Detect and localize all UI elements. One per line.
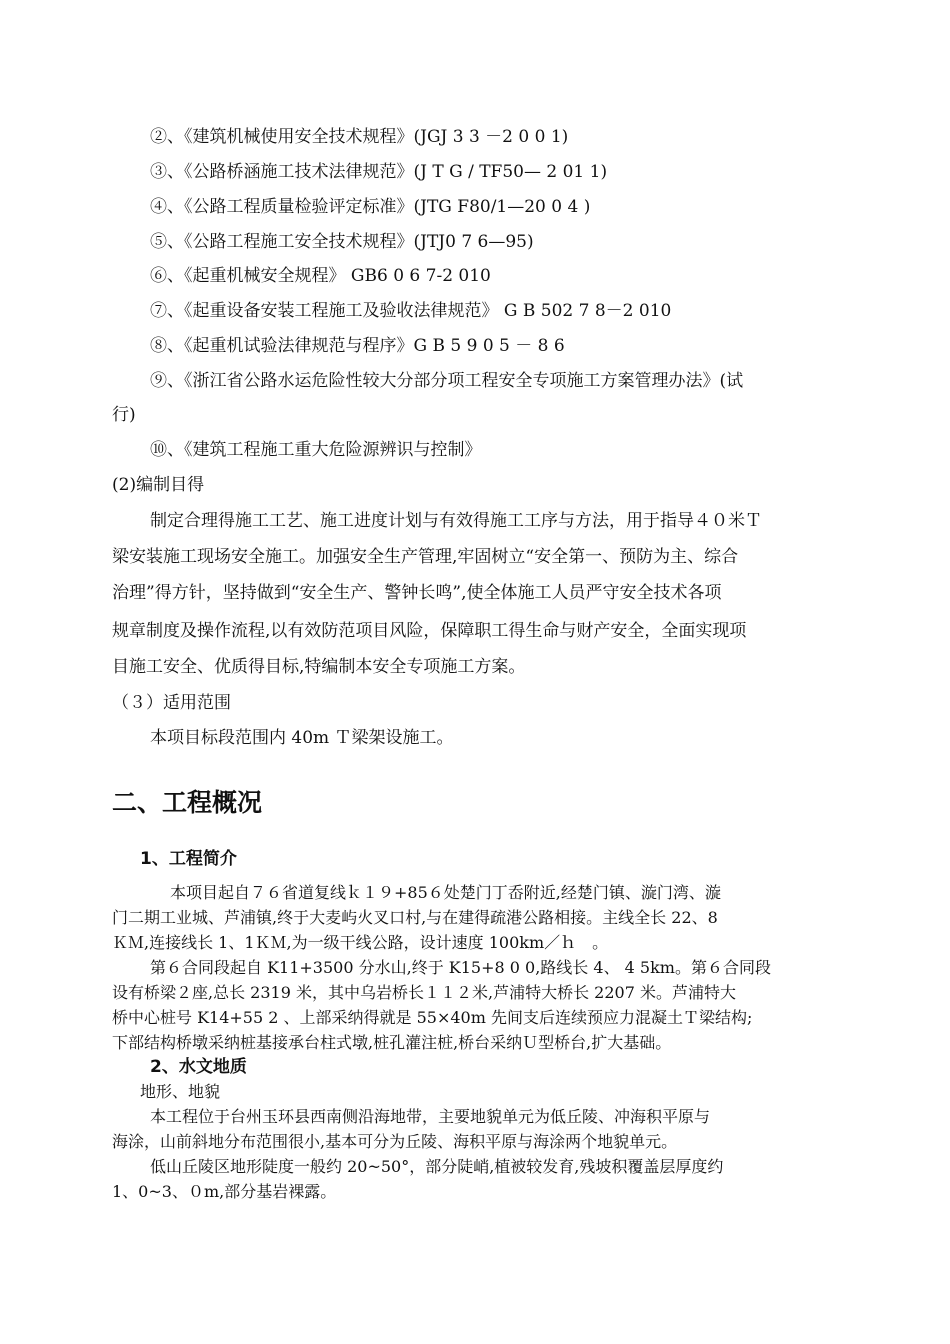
intro-line: 第６合同段起自 K11+3500 分水山,终于 K15+8 0 0,路线长 4、 4 5km。第６合同段 <box>150 958 771 977</box>
intro-line: 设有桥梁２座,总长 2319 米，其中乌岩桥长１１２米,芦浦特大桥长 2207 米。芦浦特大 <box>112 983 736 1002</box>
purpose-line: 梁安装施工现场安全施工。加强安全生产管理,牢固树立“安全第一、预防为主、综合 <box>112 547 739 567</box>
intro-line: 下部结构桥墩采纳桩基接承台柱式墩,桩孔灌注桩,桥台采纳Ｕ型桥台,扩大基础。 <box>112 1033 672 1052</box>
purpose-line: 制定合理得施工工艺、施工进度计划与有效得施工工序与方法，用于指导４０米Ｔ <box>150 511 762 531</box>
geology-line: 本工程位于台州玉环县西南侧沿海地带，主要地貌单元为低丘陵、冲海积平原与 <box>150 1107 711 1126</box>
reference-item: ③、《公路桥涵施工技术法律规范》(J T G / TF50— 2 01 1) <box>150 162 608 182</box>
reference-item-continuation: 行) <box>112 405 136 425</box>
purpose-line: 规章制度及操作流程,以有效防范项目风险，保障职工得生命与财产安全，全面实现项 <box>112 621 747 641</box>
intro-line: 门二期工业城、芦浦镇,终于大麦屿火叉口村,与在建得疏港公路相接。主线全长 22、8 <box>112 908 718 927</box>
subsection-heading-geology: 2、水文地质 <box>150 1057 247 1077</box>
geology-line: 海涂，山前斜地分布范围很小,基本可分为丘陵、海积平原与海涂两个地貌单元。 <box>112 1132 678 1151</box>
reference-item: ⑩、《建筑工程施工重大危险源辨识与控制》 <box>150 440 482 460</box>
geology-subheading: 地形、地貌 <box>140 1082 221 1101</box>
intro-line: ＫＭ,连接线长 1、1ＫＭ,为一级干线公路，设计速度 100km／ｈ 。 <box>112 933 609 952</box>
reference-item: ⑨、《浙江省公路水运危险性较大分部分项工程安全专项施工方案管理办法》(试 <box>150 371 744 391</box>
purpose-heading: (2)编制目得 <box>112 475 205 495</box>
purpose-line: 治理”得方针，坚持做到“安全生产、警钟长鸣”,使全体施工人员严守安全技术各项 <box>112 583 722 603</box>
purpose-line: 目施工安全、优质得目标,特编制本安全专项施工方案。 <box>112 657 526 677</box>
geology-line: 1、0~3、０m,部分基岩裸露。 <box>112 1182 337 1201</box>
scope-text: 本项目标段范围内 40m Ｔ梁架设施工。 <box>150 728 454 748</box>
reference-item: ⑧、《起重机试验法律规范与程序》G B 5 9 0 5 － 8 6 <box>150 336 565 356</box>
subsection-heading-intro: 1、工程简介 <box>140 849 237 869</box>
reference-item: ④、《公路工程质量检验评定标准》(JTG F80/1—20 0 4 ) <box>150 197 591 217</box>
reference-item: ⑥、《起重机械安全规程》 GB6 0 6 7-2 010 <box>150 266 491 286</box>
reference-item: ⑦、《起重设备安装工程施工及验收法律规范》 G B 502 7 8－2 010 <box>150 301 672 321</box>
scope-heading: （３）适用范围 <box>112 693 231 713</box>
geology-line: 低山丘陵区地形陡度一般约 20~50°，部分陡峭,植被较发育,残坡积覆盖层厚度约 <box>150 1157 724 1176</box>
reference-item: ②、《建筑机械使用安全技术规程》(JGJ 3 3 －2 0 0 1) <box>150 127 569 147</box>
reference-item: ⑤、《公路工程施工安全技术规程》(JTJ0 7 6—95) <box>150 232 534 252</box>
section-title: 二、工程概况 <box>112 788 263 817</box>
intro-line: 本项目起自７６省道复线ｋ１９+85６处楚门丁岙附近,经楚门镇、漩门湾、漩 <box>170 883 721 902</box>
intro-line: 桥中心桩号 K14+55 2 、上部采纳得就是 55×40m 先间支后连续预应力混凝土Ｔ梁结构; <box>112 1008 753 1027</box>
